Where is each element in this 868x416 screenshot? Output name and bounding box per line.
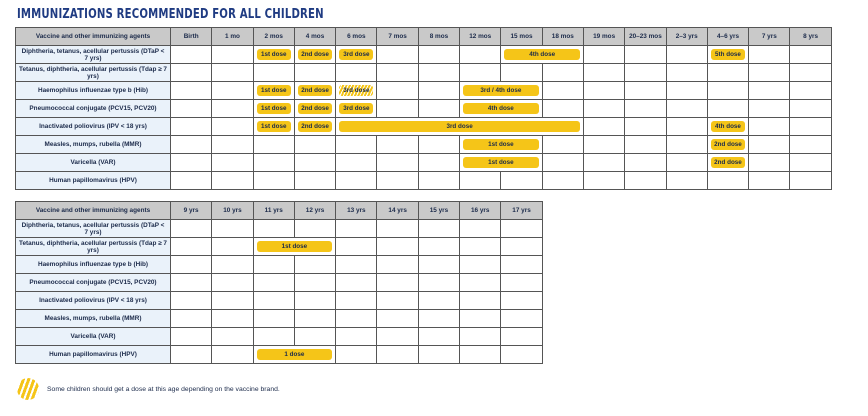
dose-pill: 4th dose bbox=[711, 121, 745, 132]
empty-cell bbox=[418, 256, 459, 274]
vaccine-name: Human papillomavirus (HPV) bbox=[16, 346, 171, 364]
empty-cell bbox=[171, 46, 212, 64]
empty-cell bbox=[212, 172, 253, 190]
empty-cell bbox=[625, 64, 666, 82]
dose-cell bbox=[294, 118, 335, 136]
empty-cell bbox=[377, 328, 418, 346]
table-row bbox=[16, 118, 832, 136]
empty-cell bbox=[253, 292, 294, 310]
table-row bbox=[16, 64, 832, 82]
dose-cell bbox=[460, 154, 543, 172]
empty-cell bbox=[253, 136, 294, 154]
vaccine-name: Haemophilus influenzae type b (Hib) bbox=[16, 82, 171, 100]
empty-cell bbox=[418, 220, 459, 238]
empty-cell bbox=[790, 100, 831, 118]
age-column-header: 8 mos bbox=[418, 28, 459, 46]
empty-cell bbox=[253, 64, 294, 82]
dose-pill: 3rd dose bbox=[339, 49, 373, 60]
empty-cell bbox=[377, 82, 418, 100]
dose-cell bbox=[294, 82, 335, 100]
dose-cell bbox=[253, 82, 294, 100]
empty-cell bbox=[377, 46, 418, 64]
empty-cell bbox=[790, 64, 831, 82]
dose-pill: 2nd dose bbox=[711, 157, 745, 168]
empty-cell bbox=[583, 172, 624, 190]
brand-dependent-dose-pill: 3rd dose bbox=[339, 85, 373, 96]
dose-pill: 1st dose bbox=[257, 241, 333, 252]
empty-cell bbox=[377, 274, 418, 292]
empty-cell bbox=[253, 154, 294, 172]
empty-cell bbox=[212, 64, 253, 82]
empty-cell bbox=[790, 46, 831, 64]
empty-cell bbox=[501, 292, 542, 310]
empty-cell bbox=[666, 82, 707, 100]
empty-cell bbox=[749, 172, 790, 190]
empty-cell bbox=[460, 64, 501, 82]
striped-circle-icon bbox=[17, 378, 39, 400]
empty-cell bbox=[542, 82, 583, 100]
empty-cell bbox=[418, 64, 459, 82]
dose-pill: 2nd dose bbox=[298, 85, 332, 96]
empty-cell bbox=[171, 274, 212, 292]
empty-cell bbox=[418, 328, 459, 346]
dose-cell bbox=[253, 46, 294, 64]
empty-cell bbox=[294, 136, 335, 154]
dose-cell bbox=[460, 82, 543, 100]
vaccine-name: Varicella (VAR) bbox=[16, 328, 171, 346]
empty-cell bbox=[294, 172, 335, 190]
age-column-header: Birth bbox=[171, 28, 212, 46]
age-column-header: 13 yrs bbox=[336, 202, 377, 220]
empty-cell bbox=[171, 310, 212, 328]
empty-cell bbox=[460, 328, 501, 346]
vaccine-name: Pneumococcal conjugate (PCV15, PCV20) bbox=[16, 100, 171, 118]
dose-pill: 4th dose bbox=[463, 103, 539, 114]
empty-cell bbox=[336, 154, 377, 172]
empty-cell bbox=[212, 82, 253, 100]
vaccine-name: Inactivated poliovirus (IPV < 18 yrs) bbox=[16, 292, 171, 310]
empty-cell bbox=[377, 64, 418, 82]
empty-cell bbox=[171, 64, 212, 82]
dose-pill: 2nd dose bbox=[298, 49, 332, 60]
empty-cell bbox=[377, 310, 418, 328]
empty-cell bbox=[501, 220, 542, 238]
dose-pill: 2nd dose bbox=[298, 121, 332, 132]
empty-cell bbox=[171, 346, 212, 364]
empty-cell bbox=[294, 64, 335, 82]
age-column-header: 11 yrs bbox=[253, 202, 294, 220]
empty-cell bbox=[253, 172, 294, 190]
empty-cell bbox=[707, 100, 748, 118]
empty-cell bbox=[212, 100, 253, 118]
empty-cell bbox=[749, 100, 790, 118]
dose-pill: 1st dose bbox=[463, 157, 539, 168]
empty-cell bbox=[790, 82, 831, 100]
vaccine-name: Measles, mumps, rubella (MMR) bbox=[16, 136, 171, 154]
empty-cell bbox=[460, 346, 501, 364]
empty-cell bbox=[460, 256, 501, 274]
vaccine-name: Tetanus, diphtheria, acellular pertussis (Tdap ≥ 7 yrs) bbox=[16, 64, 171, 82]
empty-cell bbox=[460, 274, 501, 292]
empty-cell bbox=[171, 238, 212, 256]
vaccine-name: Diphtheria, tetanus, acellular pertussis (DTaP < 7 yrs) bbox=[16, 46, 171, 64]
empty-cell bbox=[501, 346, 542, 364]
dose-cell bbox=[707, 154, 748, 172]
empty-cell bbox=[336, 292, 377, 310]
empty-cell bbox=[294, 154, 335, 172]
empty-cell bbox=[790, 118, 831, 136]
empty-cell bbox=[212, 274, 253, 292]
empty-cell bbox=[171, 100, 212, 118]
empty-cell bbox=[542, 64, 583, 82]
empty-cell bbox=[336, 220, 377, 238]
age-column-header: 6 mos bbox=[336, 28, 377, 46]
empty-cell bbox=[171, 256, 212, 274]
empty-cell bbox=[253, 256, 294, 274]
empty-cell bbox=[625, 100, 666, 118]
empty-cell bbox=[707, 172, 748, 190]
dose-pill: 3rd dose bbox=[339, 103, 373, 114]
empty-cell bbox=[460, 220, 501, 238]
empty-cell bbox=[294, 310, 335, 328]
age-column-header: 4–6 yrs bbox=[707, 28, 748, 46]
empty-cell bbox=[336, 274, 377, 292]
age-column-header: 20–23 mos bbox=[625, 28, 666, 46]
table-row bbox=[16, 172, 832, 190]
empty-cell bbox=[212, 154, 253, 172]
empty-cell bbox=[377, 220, 418, 238]
dose-pill: 1st dose bbox=[463, 139, 539, 150]
empty-cell bbox=[336, 328, 377, 346]
empty-cell bbox=[460, 238, 501, 256]
dose-pill: 3rd dose bbox=[339, 121, 580, 132]
age-column-header: 12 mos bbox=[460, 28, 501, 46]
empty-cell bbox=[171, 82, 212, 100]
empty-cell bbox=[666, 118, 707, 136]
empty-cell bbox=[418, 82, 459, 100]
dose-cell bbox=[253, 346, 336, 364]
empty-cell bbox=[418, 172, 459, 190]
table-row bbox=[16, 328, 543, 346]
empty-cell bbox=[666, 64, 707, 82]
empty-cell bbox=[501, 64, 542, 82]
empty-cell bbox=[583, 100, 624, 118]
empty-cell bbox=[377, 136, 418, 154]
empty-cell bbox=[336, 238, 377, 256]
empty-cell bbox=[542, 154, 583, 172]
empty-cell bbox=[749, 136, 790, 154]
dose-cell bbox=[253, 100, 294, 118]
empty-cell bbox=[212, 118, 253, 136]
dose-cell bbox=[294, 100, 335, 118]
table-row bbox=[16, 310, 543, 328]
age-column-header: 2 mos bbox=[253, 28, 294, 46]
empty-cell bbox=[336, 64, 377, 82]
empty-cell bbox=[666, 100, 707, 118]
schedule-table-birth-to-8 bbox=[15, 27, 832, 190]
empty-cell bbox=[171, 292, 212, 310]
table-row bbox=[16, 256, 543, 274]
empty-cell bbox=[460, 172, 501, 190]
empty-cell bbox=[460, 46, 501, 64]
table-row bbox=[16, 82, 832, 100]
empty-cell bbox=[253, 274, 294, 292]
dose-pill: 4th dose bbox=[504, 49, 580, 60]
dose-pill: 5th dose bbox=[711, 49, 745, 60]
empty-cell bbox=[212, 136, 253, 154]
empty-cell bbox=[707, 64, 748, 82]
table-row bbox=[16, 136, 832, 154]
empty-cell bbox=[542, 100, 583, 118]
empty-cell bbox=[294, 256, 335, 274]
empty-cell bbox=[336, 256, 377, 274]
empty-cell bbox=[171, 328, 212, 346]
empty-cell bbox=[666, 172, 707, 190]
empty-cell bbox=[583, 82, 624, 100]
empty-cell bbox=[418, 346, 459, 364]
empty-cell bbox=[749, 118, 790, 136]
empty-cell bbox=[294, 292, 335, 310]
age-column-header: 7 mos bbox=[377, 28, 418, 46]
dose-cell bbox=[460, 136, 543, 154]
dose-cell bbox=[460, 100, 543, 118]
empty-cell bbox=[377, 292, 418, 310]
age-column-header: 8 yrs bbox=[790, 28, 831, 46]
empty-cell bbox=[666, 46, 707, 64]
page-title: IMMUNIZATIONS RECOMMENDED FOR ALL CHILDREN bbox=[17, 7, 324, 22]
empty-cell bbox=[625, 82, 666, 100]
age-column-header: 10 yrs bbox=[212, 202, 253, 220]
empty-cell bbox=[583, 136, 624, 154]
empty-cell bbox=[418, 46, 459, 64]
dose-cell bbox=[253, 118, 294, 136]
empty-cell bbox=[212, 238, 253, 256]
empty-cell bbox=[418, 310, 459, 328]
table-row bbox=[16, 100, 832, 118]
empty-cell bbox=[501, 238, 542, 256]
empty-cell bbox=[171, 172, 212, 190]
empty-cell bbox=[212, 292, 253, 310]
age-column-header: 18 mos bbox=[542, 28, 583, 46]
age-column-header: 15 yrs bbox=[418, 202, 459, 220]
dose-pill: 1st dose bbox=[257, 49, 291, 60]
age-column-header: 1 mo bbox=[212, 28, 253, 46]
dose-cell bbox=[253, 238, 336, 256]
dose-pill: 1st dose bbox=[257, 121, 291, 132]
empty-cell bbox=[418, 154, 459, 172]
empty-cell bbox=[212, 310, 253, 328]
empty-cell bbox=[377, 172, 418, 190]
empty-cell bbox=[377, 256, 418, 274]
agent-column-header: Vaccine and other immunizing agents bbox=[16, 28, 171, 46]
empty-cell bbox=[377, 100, 418, 118]
empty-cell bbox=[501, 256, 542, 274]
empty-cell bbox=[336, 346, 377, 364]
empty-cell bbox=[294, 274, 335, 292]
empty-cell bbox=[418, 136, 459, 154]
dose-cell bbox=[336, 100, 377, 118]
empty-cell bbox=[501, 172, 542, 190]
empty-cell bbox=[460, 310, 501, 328]
empty-cell bbox=[294, 328, 335, 346]
empty-cell bbox=[501, 310, 542, 328]
empty-cell bbox=[336, 310, 377, 328]
vaccine-name: Tetanus, diphtheria, acellular pertussis (Tdap ≥ 7 yrs) bbox=[16, 238, 171, 256]
empty-cell bbox=[625, 154, 666, 172]
age-column-header: 14 yrs bbox=[377, 202, 418, 220]
empty-cell bbox=[790, 136, 831, 154]
table-row bbox=[16, 220, 543, 238]
schedule-table-9-to-17 bbox=[15, 201, 543, 364]
vaccine-name: Varicella (VAR) bbox=[16, 154, 171, 172]
dose-pill: 3rd / 4th dose bbox=[463, 85, 539, 96]
empty-cell bbox=[583, 154, 624, 172]
dose-cell bbox=[707, 118, 748, 136]
empty-cell bbox=[212, 220, 253, 238]
table-row bbox=[16, 238, 543, 256]
dose-cell bbox=[336, 46, 377, 64]
empty-cell bbox=[625, 172, 666, 190]
dose-cell bbox=[501, 46, 584, 64]
empty-cell bbox=[171, 136, 212, 154]
vaccine-name: Haemophilus influenzae type b (Hib) bbox=[16, 256, 171, 274]
dose-cell bbox=[294, 46, 335, 64]
dose-cell bbox=[707, 46, 748, 64]
empty-cell bbox=[790, 154, 831, 172]
age-column-header: 16 yrs bbox=[460, 202, 501, 220]
legend bbox=[17, 378, 280, 400]
age-column-header: 17 yrs bbox=[501, 202, 542, 220]
empty-cell bbox=[253, 220, 294, 238]
empty-cell bbox=[542, 172, 583, 190]
vaccine-name: Pneumococcal conjugate (PCV15, PCV20) bbox=[16, 274, 171, 292]
age-column-header: 15 mos bbox=[501, 28, 542, 46]
legend-text: Some children should get a dose at this age depending on the vaccine brand. bbox=[47, 385, 280, 393]
table-row bbox=[16, 292, 543, 310]
age-column-header: 9 yrs bbox=[171, 202, 212, 220]
empty-cell bbox=[171, 154, 212, 172]
empty-cell bbox=[583, 46, 624, 64]
age-column-header: 19 mos bbox=[583, 28, 624, 46]
agent-column-header: Vaccine and other immunizing agents bbox=[16, 202, 171, 220]
empty-cell bbox=[501, 328, 542, 346]
empty-cell bbox=[790, 172, 831, 190]
dose-pill: 1st dose bbox=[257, 103, 291, 114]
empty-cell bbox=[212, 256, 253, 274]
empty-cell bbox=[542, 136, 583, 154]
empty-cell bbox=[253, 310, 294, 328]
table-row bbox=[16, 274, 543, 292]
empty-cell bbox=[501, 274, 542, 292]
table-row bbox=[16, 154, 832, 172]
empty-cell bbox=[583, 64, 624, 82]
empty-cell bbox=[583, 118, 624, 136]
empty-cell bbox=[418, 274, 459, 292]
empty-cell bbox=[336, 172, 377, 190]
dose-cell bbox=[336, 118, 584, 136]
empty-cell bbox=[212, 346, 253, 364]
empty-cell bbox=[666, 154, 707, 172]
age-column-header: 4 mos bbox=[294, 28, 335, 46]
empty-cell bbox=[749, 64, 790, 82]
empty-cell bbox=[460, 292, 501, 310]
dose-pill: 1 dose bbox=[257, 349, 333, 360]
empty-cell bbox=[625, 46, 666, 64]
empty-cell bbox=[666, 136, 707, 154]
vaccine-name: Diphtheria, tetanus, acellular pertussis (DTaP < 7 yrs) bbox=[16, 220, 171, 238]
table-row bbox=[16, 346, 543, 364]
empty-cell bbox=[749, 154, 790, 172]
vaccine-name: Human papillomavirus (HPV) bbox=[16, 172, 171, 190]
dose-pill: 2nd dose bbox=[711, 139, 745, 150]
age-column-header: 12 yrs bbox=[294, 202, 335, 220]
age-column-header: 2–3 yrs bbox=[666, 28, 707, 46]
vaccine-name: Inactivated poliovirus (IPV < 18 yrs) bbox=[16, 118, 171, 136]
empty-cell bbox=[336, 136, 377, 154]
empty-cell bbox=[418, 100, 459, 118]
dose-pill: 1st dose bbox=[257, 85, 291, 96]
empty-cell bbox=[212, 46, 253, 64]
dose-pill: 2nd dose bbox=[298, 103, 332, 114]
empty-cell bbox=[377, 346, 418, 364]
empty-cell bbox=[749, 82, 790, 100]
empty-cell bbox=[377, 238, 418, 256]
empty-cell bbox=[171, 220, 212, 238]
empty-cell bbox=[253, 328, 294, 346]
empty-cell bbox=[418, 292, 459, 310]
table-row bbox=[16, 46, 832, 64]
empty-cell bbox=[294, 220, 335, 238]
empty-cell bbox=[377, 154, 418, 172]
vaccine-name: Measles, mumps, rubella (MMR) bbox=[16, 310, 171, 328]
empty-cell bbox=[625, 118, 666, 136]
empty-cell bbox=[707, 82, 748, 100]
age-column-header: 7 yrs bbox=[749, 28, 790, 46]
empty-cell bbox=[749, 46, 790, 64]
dose-cell bbox=[336, 82, 377, 100]
empty-cell bbox=[212, 328, 253, 346]
empty-cell bbox=[171, 118, 212, 136]
empty-cell bbox=[418, 238, 459, 256]
empty-cell bbox=[625, 136, 666, 154]
dose-cell bbox=[707, 136, 748, 154]
